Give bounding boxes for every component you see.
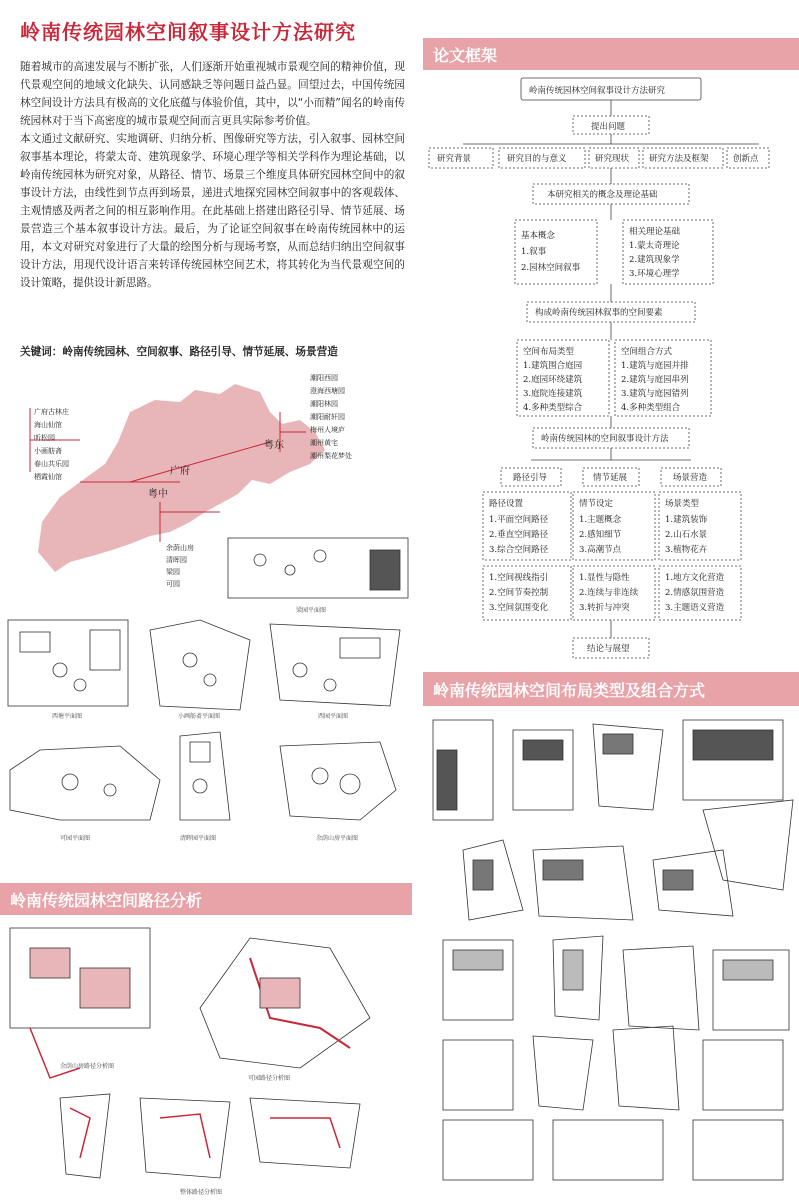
guangfu-garden: 广府古林庄: [34, 408, 69, 416]
guangfu-garden: 春山共乐园: [34, 460, 69, 468]
fc-combo-item: 3.建筑与庭园错列: [621, 389, 689, 399]
fc-path-sub: 3.空间氛围变化: [489, 603, 549, 613]
region-guangfu: 广府: [170, 466, 190, 477]
banner-framework: 论文框架: [423, 38, 799, 70]
fc-basis: 本研究相关的概念及理论基础: [547, 190, 658, 200]
path-label-yuyin: 余荫山房路径分析图: [60, 1063, 115, 1070]
framework-flowchart: [423, 72, 799, 668]
plan-label-liangyuan: 梁园平面图: [296, 607, 327, 614]
fc-plot-sub: 3.转折与冲突: [579, 603, 630, 613]
banner-path: 岭南传统园林空间路径分析: [0, 883, 412, 915]
fc-theory-item: 1.蒙太奇理论: [629, 241, 680, 251]
path-label-overall: 整体路径分析图: [180, 1189, 223, 1196]
yuedong-garden: 潮阳耐轩园: [310, 413, 345, 421]
plan-label-qinghui: 清晖园平面图: [180, 835, 217, 842]
fc-bg-item: 研究目的与意义: [507, 154, 567, 164]
fc-concept-item: 2.园林空间叙事: [521, 263, 581, 273]
fc-path-title: 路径设置: [489, 499, 524, 509]
garden-plans: [0, 520, 412, 878]
yuedong-garden: 潮州黄宅: [310, 439, 338, 447]
fc-combo-item: 1.建筑与庭园并排: [621, 361, 689, 371]
abstract-paragraph-2: 本文通过文献研究、实地调研、归纳分析、图像研究等方法，引入叙事、园林空间叙事基本理论，将蒙太奇、建筑现象学、环境心理学等相关学科作为理论基础，以岭南传统园林为研究对象，从路径、情节、场景三个维度具体研究园林空间中的叙事设计方法，由线性到节点再到场景，递进式地探究园林空间叙事中的客观载体、主观情感及两者之间的相互影响作用。在此基础上搭建出路径引导、情节延展、场景营造三个基本叙事设计方法。最后，为了论证空间叙事在岭南传统园林中的运用，本文对研究对象进行了大量的绘图分析与现场考察，从而总结归纳出空间叙事设计方法，用现代设计语言来转译传统园林空间艺术，将其转化为当代景观空间的设计策略，提供设计新思路。: [20, 133, 405, 289]
path-analysis: [0, 918, 412, 1201]
yuezhong-garden: 余荫山房: [166, 544, 194, 552]
fc-elements: 构成岭南传统园林叙事的空间要素: [535, 308, 663, 318]
guangfu-garden: 听松园: [34, 434, 55, 442]
fc-bg-item: 创新点: [733, 154, 759, 164]
page-title: 岭南传统园林空间叙事设计方法研究: [20, 20, 356, 44]
plan-label-xiyuan: 西园平面图: [318, 713, 349, 720]
yuezhong-garden: 梁园: [166, 568, 180, 576]
path-label-keyuan: 可园路径分析图: [248, 1075, 291, 1082]
keywords: 关键词：岭南传统园林、空间叙事、路径引导、情节延展、场景营造: [20, 346, 338, 358]
fc-bg-item: 研究方法及框架: [649, 154, 709, 164]
fc-path-sub: 2.空间节奏控制: [489, 588, 549, 598]
yuedong-garden: 梅州人境庐: [310, 426, 345, 434]
fc-scene-item: 2.山石水景: [665, 530, 708, 540]
guangfu-garden: 海山仙馆: [34, 421, 62, 429]
yuedong-garden: 潮阳林园: [310, 400, 338, 408]
fc-layout-item: 4.多种类型综合: [523, 403, 583, 413]
fc-scene-item: 1.建筑装饰: [665, 515, 708, 525]
fc-conclusion: 结论与展望: [587, 644, 630, 654]
yuezhong-garden: 可园: [166, 580, 180, 588]
fc-plot-item: 1.主题概念: [579, 515, 622, 525]
fc-concept-item: 1.叙事: [521, 247, 547, 257]
fc-scene-sub: 1.地方文化营造: [665, 573, 725, 583]
fc-combo-item: 2.建筑与庭园串列: [621, 375, 689, 385]
fc-layout-item: 2.庭园环绕建筑: [523, 375, 583, 385]
fc-plot-title: 情节设定: [579, 499, 614, 509]
fc-bg-item: 研究背景: [437, 154, 472, 164]
yuedong-garden: 潮州梨花梦处: [310, 452, 352, 460]
fc-scene-sub: 2.情感氛围营造: [665, 588, 725, 598]
fc-plot-item: 2.感知细节: [579, 530, 622, 540]
plan-label-yuyin: 余荫山房平面图: [316, 835, 359, 842]
plan-label-xitang: 西塘平面图: [52, 713, 83, 720]
fc-layout-item: 1.建筑围合庭园: [523, 361, 583, 371]
fc-path-item: 3.综合空间路径: [489, 545, 549, 555]
fc-scene-title: 场景类型: [665, 499, 700, 509]
fc-problem: 提出问题: [591, 122, 626, 132]
yuedong-garden: 澄海西塘园: [310, 387, 345, 395]
plan-label-keyuan: 可园平面图: [60, 835, 91, 842]
region-yuezhong: 粤中: [148, 489, 168, 500]
abstract: [20, 58, 405, 292]
yuezhong-garden: 清晖园: [166, 556, 187, 564]
fc-combo-title: 空间组合方式: [621, 347, 673, 357]
fc-theory-item: 2.建筑现象学: [629, 255, 680, 265]
fc-theory-title: 相关理论基础: [629, 227, 681, 237]
fc-bg-item: 研究现状: [595, 154, 630, 164]
fc-concept-title: 基本概念: [521, 231, 556, 241]
fc-path-item: 1.平面空间路径: [489, 515, 549, 525]
guangfu-list: [34, 407, 69, 481]
fc-path-item: 2.垂直空间路径: [489, 530, 549, 540]
banner-layout: 岭南传统园林空间布局类型及组合方式: [423, 672, 799, 706]
fc-method-item: 情节延展: [593, 473, 628, 483]
yuedong-garden: 潮阳西园: [310, 374, 338, 382]
fc-scene-sub: 3.主题语义营造: [665, 603, 725, 613]
guangfu-garden: 栖霞仙馆: [34, 473, 62, 481]
fc-plot-sub: 2.连续与非连续: [579, 588, 639, 598]
fc-method-item: 场景营造: [673, 473, 708, 483]
fc-method: 岭南传统园林的空间叙事设计方法: [541, 434, 669, 444]
fc-theory-item: 3.环境心理学: [629, 269, 680, 279]
fc-path-sub: 1.空间视线指引: [489, 573, 549, 583]
plan-label-xiaohuafang: 小画舫斋平面图: [178, 713, 221, 720]
fc-scene-item: 3.植物花卉: [665, 545, 708, 555]
yuedong-list: [310, 373, 352, 460]
fc-layout-item: 3.庭院连接建筑: [523, 389, 583, 399]
guangfu-garden: 小画舫斋: [34, 447, 62, 455]
abstract-paragraph-1: 随着城市的高速发展与不断扩张，人们逐渐开始重视城市景观空间的精神价值，现代景观空间的地域文化缺失、认同感缺乏等问题日益凸显。回望过去，中国传统园林空间设计方法具有极高的文化底蕴与体验价值，其中，以“小而精”闻名的岭南传统园林对于当下高密度的城市景观空间而言更具实际参考价值。: [20, 61, 405, 127]
fc-plot-item: 3.高潮节点: [579, 545, 622, 555]
fc-top: 岭南传统园林空间叙事设计方法研究: [529, 86, 666, 96]
fc-method-item: 路径引导: [513, 473, 548, 483]
fc-layout-title: 空间布局类型: [523, 347, 575, 357]
fc-plot-sub: 1.显性与隐性: [579, 573, 630, 583]
region-yuedong: 粤东: [264, 440, 284, 451]
layout-plans: [423, 710, 799, 1198]
fc-combo-item: 4.多种类型组合: [621, 403, 681, 413]
